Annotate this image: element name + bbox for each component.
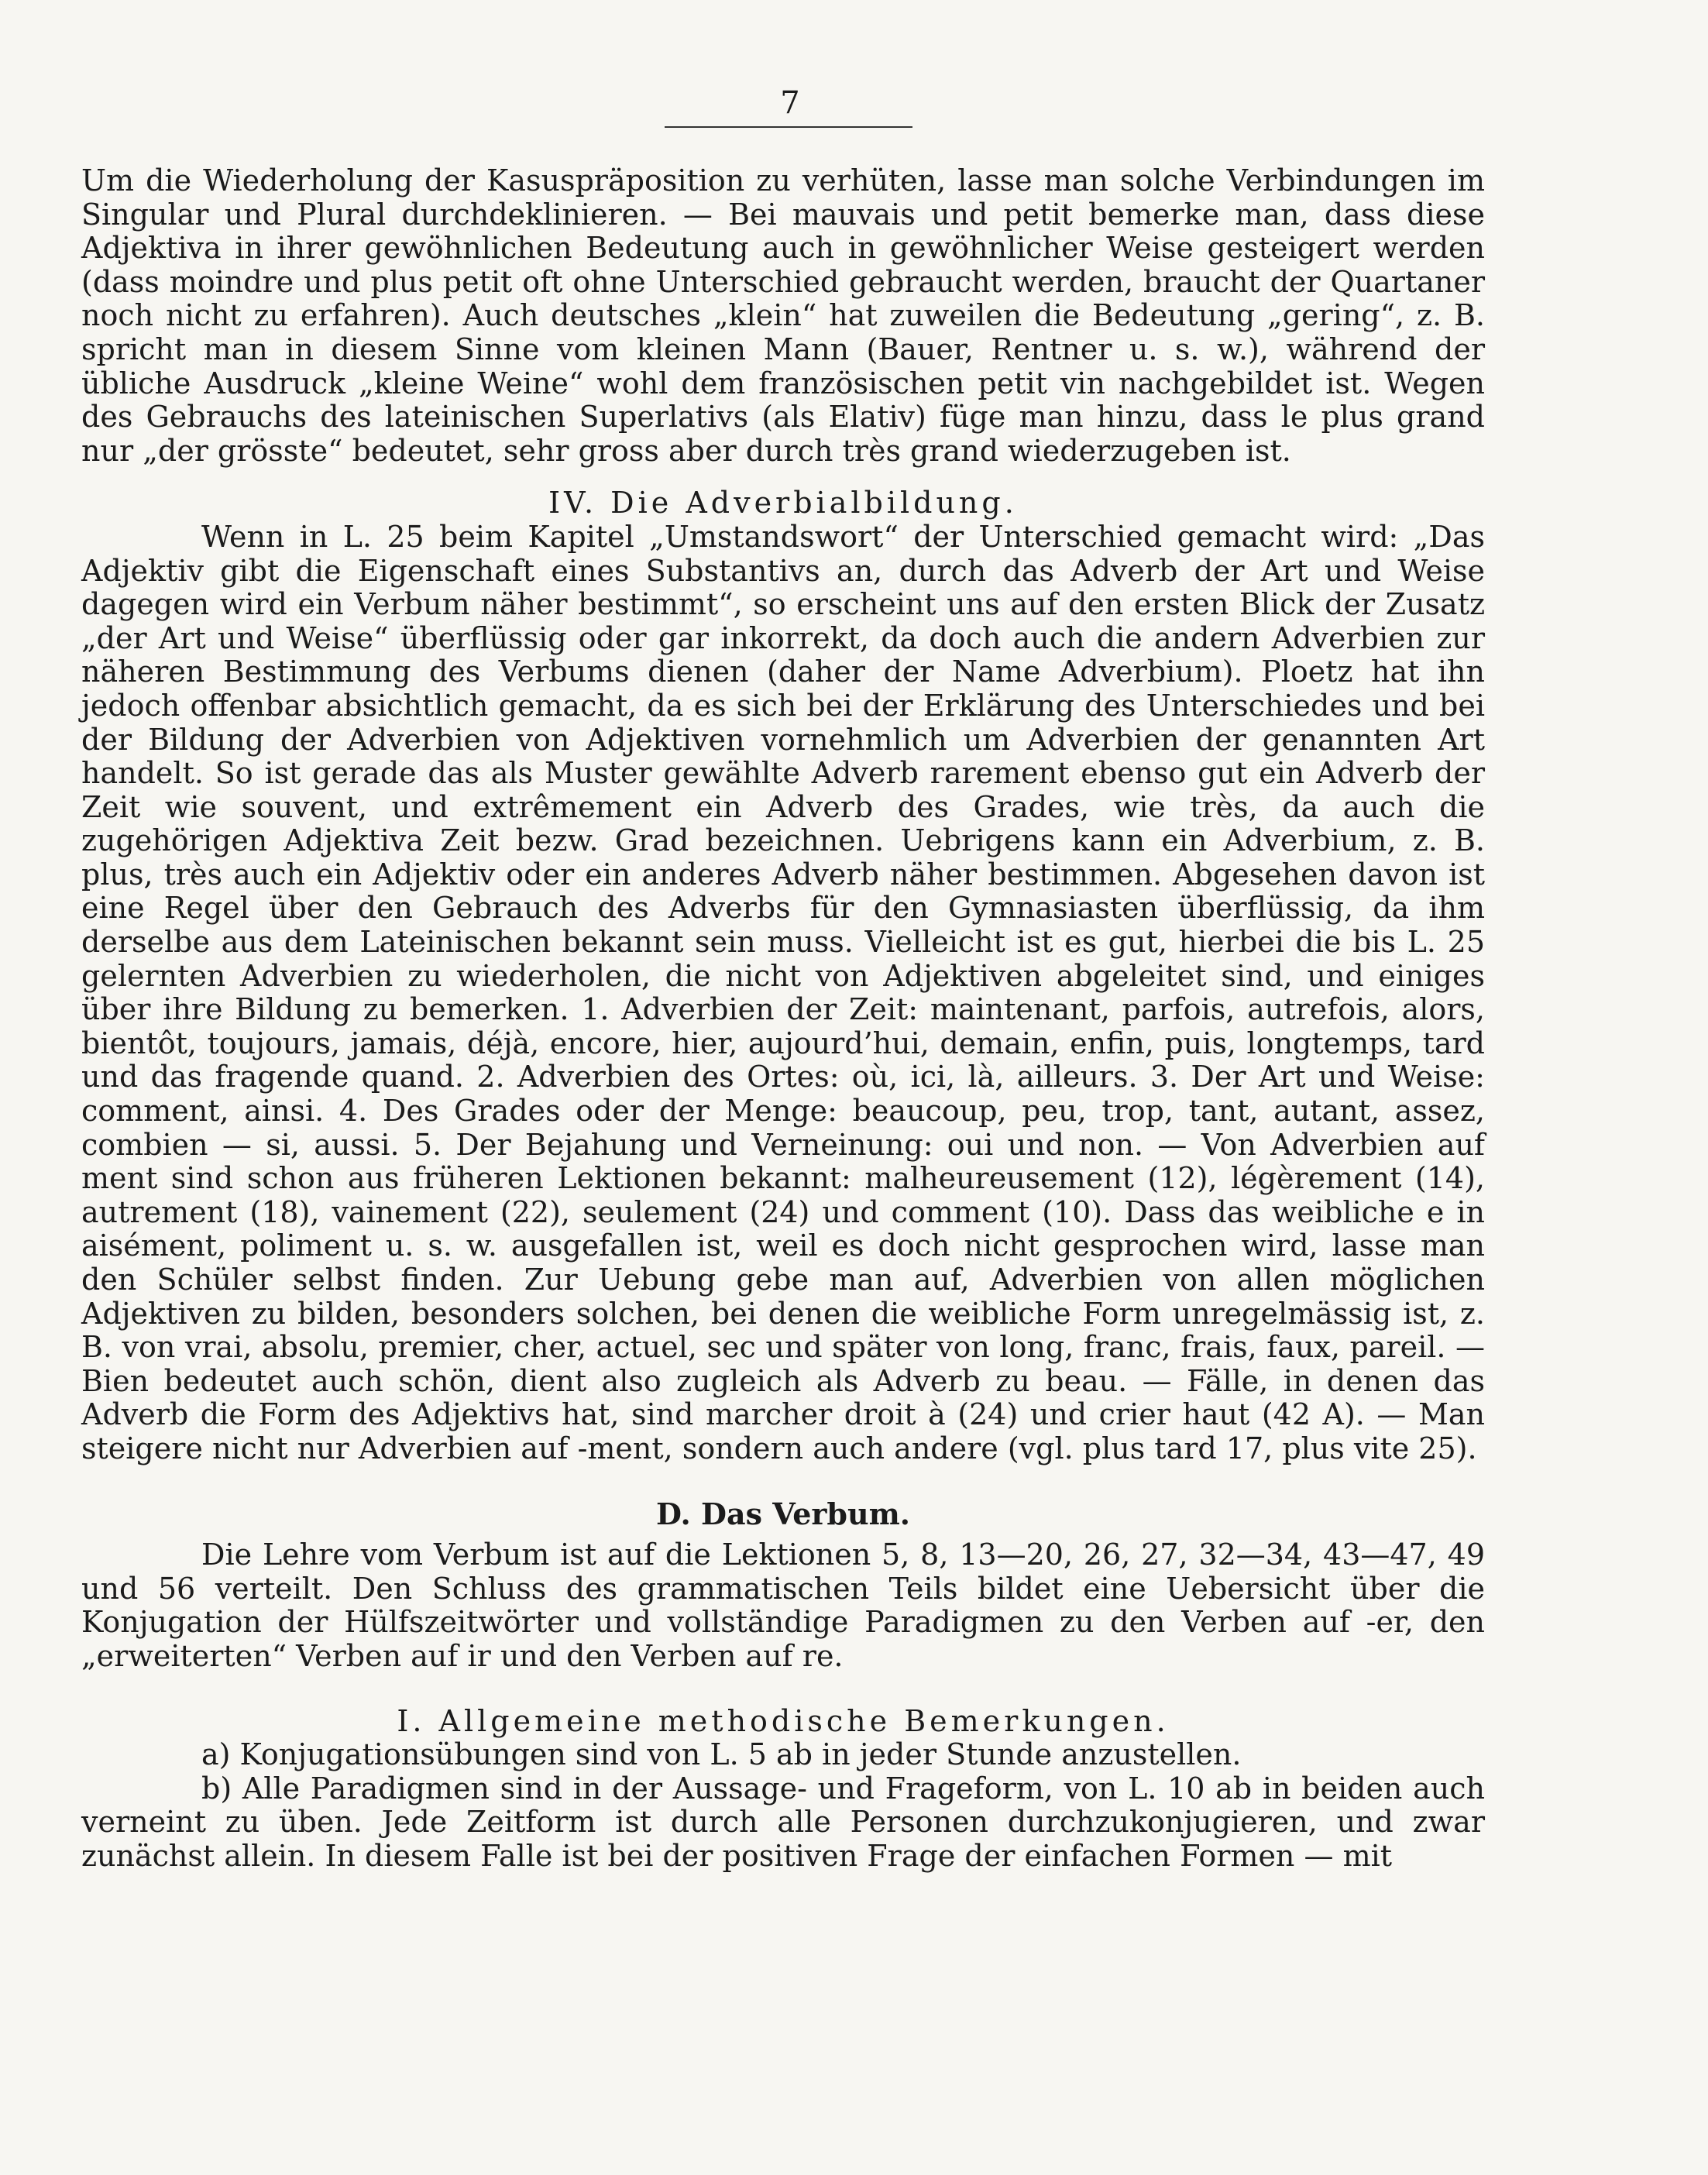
page-number: 7 — [780, 85, 800, 121]
section-heading-adverbialbildung: IV. Die Adverbialbildung. — [548, 486, 1018, 521]
section-heading-methodische-bemerkungen: I. Allgemeine methodische Bemerkungen. — [397, 1703, 1170, 1738]
page-number-rule — [665, 126, 912, 128]
paragraph-verbum: Die Lehre vom Verbum ist auf die Lektionen 5, 8, 13—20, 26, 27, 32—34, 43—47, 49 und 56 verteilt. Den Schluss des grammatischen Teils bildet eine Uebersicht über die Konjugation der Hülfszeitwörter und vollständige Paradigmen zu den Verben auf -er, den „erweiterten“ Verben auf ir und den Verben auf re. — [81, 1538, 1485, 1673]
body-text — [81, 164, 1485, 1874]
paragraph-b: b) Alle Paradigmen sind in der Aussage- und Frageform, von L. 10 ab in beiden auch verneint zu üben. Jede Zeitform ist durch alle Personen durchzukonjugieren, und zwar zunächst allein. In diesem Falle ist bei der positiven Frage der einfachen Formen — mit — [81, 1771, 1485, 1873]
paragraph-adverbien: Wenn in L. 25 beim Kapitel „Umstandswort“ der Unterschied gemacht wird: „Das Adjektiv gibt die Eigenschaft eines Substantivs an, durch das Adverb der Art und Weise dagegen wird ein Verbum näher bestimmt“, so erscheint uns auf den ersten Blick der Zusatz „der Art und Weise“ überflüssig oder gar inkorrekt, da doch auch die andern Adverbien zur näheren Bestimmung des Verbums dienen (daher der Name Adverbium). Ploetz hat ihn jedoch offenbar absichtlich gemacht, da es sich bei der Erklärung des Unterschiedes und bei der Bildung der Adverbien von Adjektiven vornehmlich um Adverbien der genannten Art handelt. So ist gerade das als Muster gewählte Adverb rarement ebenso gut ein Adverb der Zeit wie souvent, und extrêmement ein Adverb des Grades, wie très, da auch die zugehörigen Adjektiva Zeit bezw. Grad bezeichnen. Uebrigens kann ein Adverbium, z. B. plus, très auch ein Adjektiv oder ein anderes Adverb näher bestimmen. Abgesehen davon ist eine Regel über den Gebrauch des Adverbs für den Gymnasiasten überflüssig, da ihm derselbe aus dem Lateinischen bekannt sein muss. Vielleicht ist es gut, hierbei die bis L. 25 gelernten Adverbien zu wiederholen, die nicht von Adjektiven abgeleitet sind, und einiges über ihre Bildung zu bemerken. 1. Adverbien der Zeit: maintenant, parfois, autrefois, alors, bientôt, toujours, jamais, déjà, encore, hier, aujourd’hui, demain, enfin, puis, longtemps, tard und das fragende quand. 2. Adverbien des Ortes: où, ici, là, ailleurs. 3. Der Art und Weise: comment, ainsi. 4. Des Grades oder der Menge: beaucoup, peu, trop, tant, autant, assez, combien — si, aussi. 5. Der Bejahung und Verneinung: oui und non. — Von Adverbien auf ment sind schon aus früheren Lektionen bekannt: malheureusement (12), légèrement (14), autrement (18), vainement (22), seulement (24) und comment (10). Dass das weibliche e in aisément, poliment u. s. w. ausgefallen ist, weil es doch nicht gesprochen wird, lasse man den Schüler selbst finden. Zur Uebung gebe man auf, Adverbien von allen möglichen Adjektiven zu bilden, besonders solchen, bei denen die weibliche Form unregelmässig ist, z. B. von vrai, absolu, premier, cher, actuel, sec und später von long, franc, frais, faux, pareil. — Bien bedeutet auch schön, dient also zugleich als Adverb zu beau. — Fälle, in denen das Adverb die Form des Adjektivs hat, sind marcher droit à (24) und crier haut (42 A). — Man steigere nicht nur Adverbien auf -ment, sondern auch andere (vgl. plus tard 17, plus vite 25). — [81, 519, 1485, 1465]
paragraph-a: a) Konjugationsübungen sind von L. 5 ab in jeder Stunde anzustellen. — [201, 1737, 1242, 1772]
section-heading-verbum: D. Das Verbum. — [655, 1496, 911, 1531]
paragraph-kasus: Um die Wiederholung der Kasuspräposition zu verhüten, lasse man solche Verbindungen im Singular und Plural durchdeklinieren. — Bei mauvais und petit bemerke man, dass diese Adjektiva in ihrer gewöhnlichen Bedeutung auch in gewöhnlicher Weise gesteigert werden (dass moindre und plus petit oft ohne Unterschied gebraucht werden, braucht der Quartaner noch nicht zu erfahren). Auch deutsches „klein“ hat zuweilen die Bedeutung „gering“, z. B. spricht man in diesem Sinne vom kleinen Mann (Bauer, Rentner u. s. w.), während der übliche Ausdruck „kleine Weine“ wohl dem französischen petit vin nachgebildet ist. Wegen des Gebrauchs des lateinischen Superlativs (als Elativ) füge man hinzu, dass le plus grand nur „der grösste“ bedeutet, sehr gross aber durch très grand wiederzugeben ist. — [81, 163, 1485, 468]
